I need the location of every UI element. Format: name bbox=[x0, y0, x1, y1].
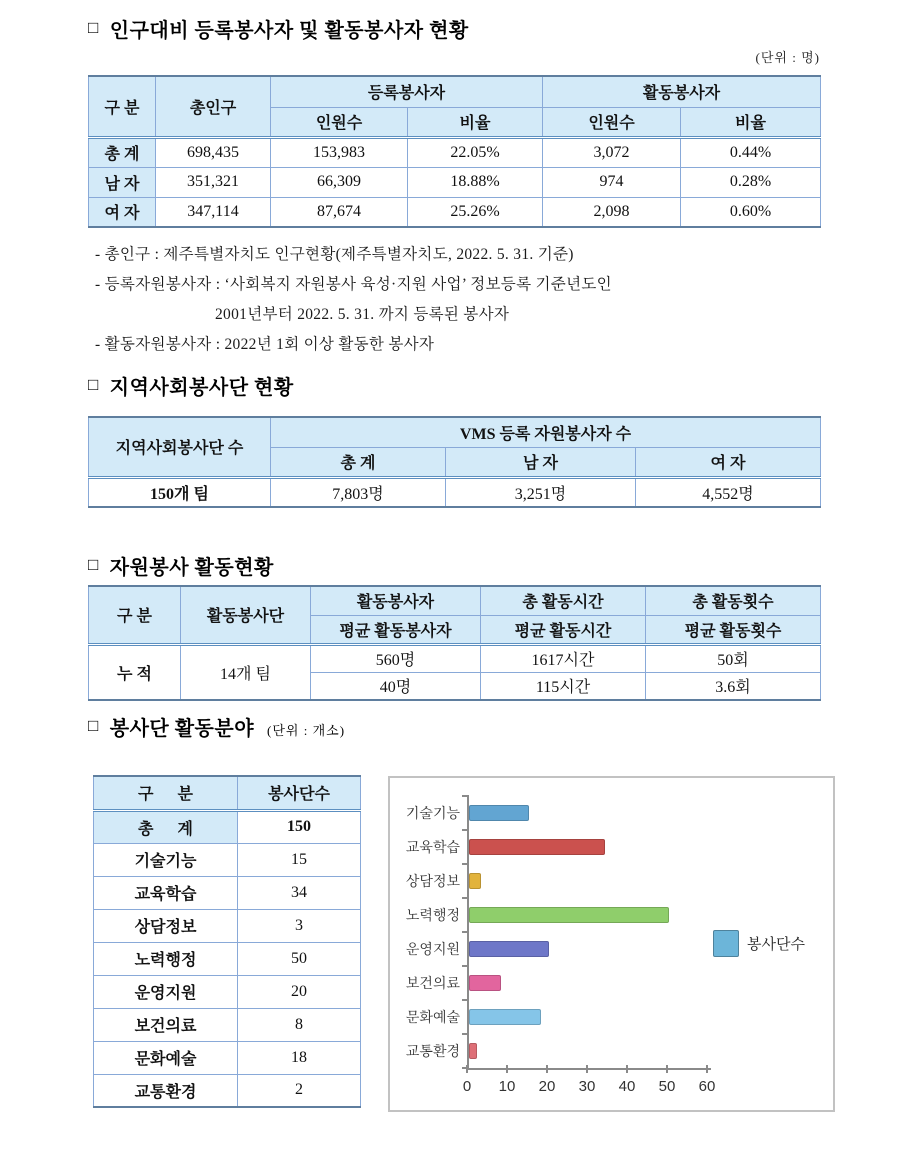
section3-title bbox=[88, 551, 274, 580]
legend-swatch-icon bbox=[713, 930, 739, 957]
section2-title bbox=[88, 371, 294, 400]
section3-title-text: 자원봉사 활동현황 bbox=[109, 557, 274, 579]
category-label: 운영지원 bbox=[405, 941, 460, 957]
bar-보건의료 bbox=[469, 975, 501, 991]
section2-title-text: 지역사회봉사단 현황 bbox=[109, 377, 294, 399]
x-tick-mark bbox=[506, 1065, 508, 1073]
table-row bbox=[94, 909, 361, 942]
row-label: 누 적 bbox=[89, 644, 181, 700]
x-tick-mark bbox=[546, 1065, 548, 1073]
cell: 20 bbox=[238, 975, 361, 1008]
x-tick-label: 60 bbox=[698, 1078, 716, 1095]
cell: 560명 bbox=[311, 644, 481, 672]
activity-status-table bbox=[88, 585, 821, 701]
square-bullet-icon: □ bbox=[88, 17, 99, 37]
category-label: 교통환경 bbox=[405, 1043, 460, 1059]
bar-노력행정 bbox=[469, 907, 669, 923]
col-header-vms: VMS 등록 자원봉사자 수 bbox=[271, 417, 821, 447]
section4-title-text: 봉사단 활동분야 bbox=[109, 718, 255, 740]
col-header-total: 총 계 bbox=[271, 447, 446, 477]
cell: 8 bbox=[238, 1008, 361, 1041]
table-row bbox=[89, 644, 821, 672]
y-tick-mark bbox=[462, 863, 469, 865]
row-label: 운영지원 bbox=[94, 975, 238, 1008]
y-tick-mark bbox=[462, 1067, 469, 1069]
section4-title bbox=[88, 712, 345, 741]
table-row bbox=[89, 197, 821, 227]
category-label: 상담정보 bbox=[405, 873, 460, 889]
cell: 18.88% bbox=[408, 167, 543, 197]
row-label: 남 자 bbox=[89, 167, 156, 197]
row-label: 교통환경 bbox=[94, 1074, 238, 1107]
cell: 3.6회 bbox=[646, 672, 821, 700]
col-header-gubun: 구 분 bbox=[89, 586, 181, 644]
population-volunteer-table bbox=[88, 75, 821, 228]
col-header-gubun: 구 분 bbox=[94, 776, 238, 810]
x-tick-mark bbox=[666, 1065, 668, 1073]
section4-unit-note: (단위 : 개소) bbox=[267, 723, 346, 738]
cell: 50회 bbox=[646, 644, 821, 672]
row-label: 기술기능 bbox=[94, 843, 238, 876]
cell: 2,098 bbox=[543, 197, 681, 227]
row-label: 노력행정 bbox=[94, 942, 238, 975]
x-tick-label: 30 bbox=[578, 1078, 596, 1095]
cell: 2 bbox=[238, 1074, 361, 1107]
community-team-table bbox=[88, 416, 821, 508]
cell: 150 bbox=[238, 810, 361, 843]
col-header-act-ratio: 비율 bbox=[681, 107, 821, 137]
col-header-reg-ratio: 비율 bbox=[408, 107, 543, 137]
cell: 347,114 bbox=[156, 197, 271, 227]
bar-상담정보 bbox=[469, 873, 481, 889]
cell: 974 bbox=[543, 167, 681, 197]
cell: 153,983 bbox=[271, 137, 408, 167]
cell: 50 bbox=[238, 942, 361, 975]
col-header-active-team: 활동봉사단 bbox=[181, 586, 311, 644]
y-tick-mark bbox=[462, 965, 469, 967]
category-label: 교육학습 bbox=[405, 839, 460, 855]
cell: 0.60% bbox=[681, 197, 821, 227]
x-tick-label: 40 bbox=[618, 1078, 636, 1095]
y-tick-mark bbox=[462, 897, 469, 899]
cell: 22.05% bbox=[408, 137, 543, 167]
col-header-active: 활동봉사자 bbox=[543, 76, 821, 107]
x-tick-label: 0 bbox=[462, 1078, 472, 1095]
legend-label: 봉사단수 bbox=[747, 936, 805, 953]
col-header-female: 여 자 bbox=[636, 447, 821, 477]
section1-title-text: 인구대비 등록봉사자 및 활동봉사자 현황 bbox=[109, 20, 469, 42]
x-tick-label: 50 bbox=[658, 1078, 676, 1095]
table-row bbox=[94, 1041, 361, 1074]
col-header-reg-count: 인원수 bbox=[271, 107, 408, 137]
cell: 25.26% bbox=[408, 197, 543, 227]
section1-title bbox=[88, 14, 469, 43]
cell: 0.44% bbox=[681, 137, 821, 167]
footnote-line: - 등록자원봉사자 : ‘사회복지 자원봉사 육성·지원 사업’ 정보등록 기준년도인 bbox=[95, 276, 612, 293]
row-label: 문화예술 bbox=[94, 1041, 238, 1074]
activity-field-table bbox=[93, 775, 361, 1108]
table-row bbox=[94, 975, 361, 1008]
col-header-volunteers: 활동봉사자 bbox=[311, 586, 481, 615]
category-label: 문화예술 bbox=[405, 1009, 460, 1025]
footnote-line: - 총인구 : 제주특별자치도 인구현황(제주특별자치도, 2022. 5. 31. 기준) bbox=[95, 246, 574, 263]
row-label: 총 계 bbox=[89, 137, 156, 167]
cell: 150개 팀 bbox=[89, 477, 271, 507]
table-row bbox=[89, 477, 821, 507]
square-bullet-icon: □ bbox=[88, 554, 99, 574]
cell: 18 bbox=[238, 1041, 361, 1074]
footnote-line: 2001년부터 2022. 5. 31. 까지 등록된 봉사자 bbox=[215, 306, 510, 323]
bar-기술기능 bbox=[469, 805, 529, 821]
col-header-total-population: 총인구 bbox=[156, 76, 271, 137]
table-row bbox=[94, 876, 361, 909]
cell: 4,552명 bbox=[636, 477, 821, 507]
table-row bbox=[94, 843, 361, 876]
x-axis-line bbox=[467, 1068, 711, 1070]
section1-unit-note: (단위 : 명) bbox=[755, 50, 820, 65]
row-label: 총 계 bbox=[94, 810, 238, 843]
y-tick-mark bbox=[462, 829, 469, 831]
row-label: 여 자 bbox=[89, 197, 156, 227]
cell: 1617시간 bbox=[481, 644, 646, 672]
category-label: 보건의료 bbox=[405, 975, 460, 991]
row-label: 상담정보 bbox=[94, 909, 238, 942]
square-bullet-icon: □ bbox=[88, 715, 99, 735]
cell: 34 bbox=[238, 876, 361, 909]
cell: 40명 bbox=[311, 672, 481, 700]
chart-legend bbox=[713, 930, 805, 957]
cell: 351,321 bbox=[156, 167, 271, 197]
col-header-total-hours: 총 활동시간 bbox=[481, 586, 646, 615]
cell: 87,674 bbox=[271, 197, 408, 227]
bar-운영지원 bbox=[469, 941, 549, 957]
table-row bbox=[94, 1074, 361, 1107]
y-tick-mark bbox=[462, 1033, 469, 1035]
cell: 115시간 bbox=[481, 672, 646, 700]
x-tick-mark bbox=[706, 1065, 708, 1073]
category-label: 기술기능 bbox=[405, 805, 460, 821]
row-label: 보건의료 bbox=[94, 1008, 238, 1041]
cell: 66,309 bbox=[271, 167, 408, 197]
bar-chart bbox=[388, 776, 835, 1112]
col-header-act-count: 인원수 bbox=[543, 107, 681, 137]
cell: 14개 팀 bbox=[181, 644, 311, 700]
footnotes bbox=[95, 240, 612, 360]
cell: 3 bbox=[238, 909, 361, 942]
col-header-team-count: 지역사회봉사단 수 bbox=[89, 417, 271, 477]
table-row bbox=[89, 167, 821, 197]
col-header-avg-hours: 평균 활동시간 bbox=[481, 615, 646, 644]
col-header-avg-volunteers: 평균 활동봉사자 bbox=[311, 615, 481, 644]
x-tick-mark bbox=[626, 1065, 628, 1073]
bar-교육학습 bbox=[469, 839, 605, 855]
cell: 3,251명 bbox=[446, 477, 636, 507]
bar-교통환경 bbox=[469, 1043, 477, 1059]
x-tick-label: 10 bbox=[498, 1078, 516, 1095]
col-header-team-count: 봉사단수 bbox=[238, 776, 361, 810]
bar-문화예술 bbox=[469, 1009, 541, 1025]
table-row bbox=[94, 942, 361, 975]
table-row bbox=[89, 137, 821, 167]
cell: 7,803명 bbox=[271, 477, 446, 507]
cell: 3,072 bbox=[543, 137, 681, 167]
table-row bbox=[94, 810, 361, 843]
row-label: 교육학습 bbox=[94, 876, 238, 909]
col-header-registered: 등록봉사자 bbox=[271, 76, 543, 107]
x-tick-mark bbox=[586, 1065, 588, 1073]
y-tick-mark bbox=[462, 795, 469, 797]
cell: 0.28% bbox=[681, 167, 821, 197]
square-bullet-icon: □ bbox=[88, 374, 99, 394]
category-label: 노력행정 bbox=[405, 907, 460, 923]
col-header-total-times: 총 활동횟수 bbox=[646, 586, 821, 615]
y-tick-mark bbox=[462, 931, 469, 933]
cell: 15 bbox=[238, 843, 361, 876]
col-header-gubun: 구 분 bbox=[89, 76, 156, 137]
footnote-line: - 활동자원봉사자 : 2022년 1회 이상 활동한 봉사자 bbox=[95, 336, 435, 353]
cell: 698,435 bbox=[156, 137, 271, 167]
col-header-male: 남 자 bbox=[446, 447, 636, 477]
x-tick-label: 20 bbox=[538, 1078, 556, 1095]
y-tick-mark bbox=[462, 999, 469, 1001]
table-row bbox=[94, 1008, 361, 1041]
col-header-avg-times: 평균 활동횟수 bbox=[646, 615, 821, 644]
